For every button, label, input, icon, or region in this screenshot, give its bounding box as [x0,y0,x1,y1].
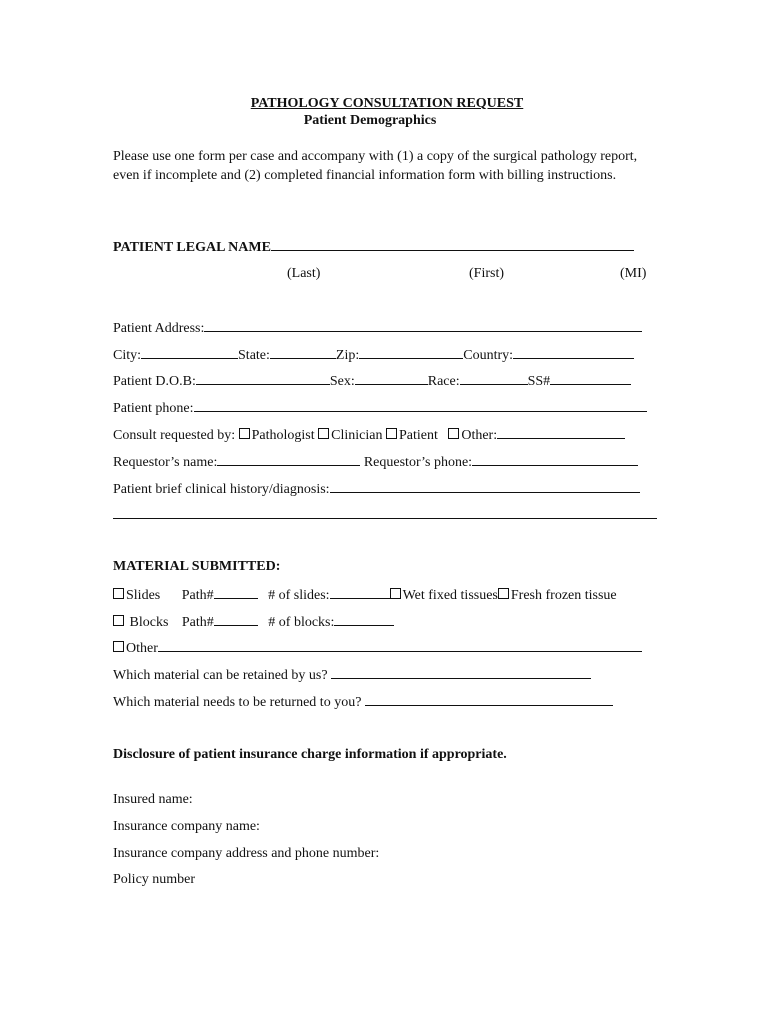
address-row [113,318,642,337]
legal-name-row [113,237,634,256]
phone-label: Patient phone: [113,401,194,416]
returned-row [113,692,613,711]
patient-label: Patient [398,428,438,443]
fresh-frozen-checkbox[interactable] [498,588,509,599]
sex-label: Sex: [329,374,355,389]
ss-label: SS# [527,374,551,389]
form-subtitle: Patient Demographics [303,113,437,128]
phone-row [113,398,647,417]
wet-fixed-label: Wet fixed tissues [402,588,498,603]
requestor-name-field[interactable] [217,452,360,466]
consult-label: Consult requested by: [113,428,236,443]
dob-field[interactable] [196,371,330,385]
material-heading: MATERIAL SUBMITTED: [113,559,281,574]
policy-number-label: Policy number [113,872,196,887]
intro-text: Please use one form per case and accompany with (1) a copy of the surgical pathology report, even if incomplete and (2) completed financial information form with billing instructions. [113,149,638,183]
insurance-heading: Disclosure of patient insurance charge information if appropriate. [113,747,507,762]
history-field-2[interactable] [113,505,657,519]
ss-field[interactable] [550,371,631,385]
slides-row [113,585,617,604]
dob-label: Patient D.O.B: [113,374,196,389]
fresh-frozen-label: Fresh frozen tissue [510,588,617,603]
consult-row [113,425,625,444]
insurance-company-label: Insurance company name: [113,819,260,834]
history-field[interactable] [330,479,640,493]
blocks-row [113,612,394,631]
sex-field[interactable] [355,371,428,385]
history-row [113,479,640,498]
slides-path-field[interactable] [214,585,258,599]
retained-label: Which material can be retained by us? [113,668,328,683]
mi-label: (MI) [620,266,647,281]
race-label: Race: [427,374,460,389]
last-label: (Last) [287,266,321,281]
returned-field[interactable] [365,692,613,706]
num-slides-label: # of slides: [268,588,330,603]
phone-field[interactable] [194,398,647,412]
history-row-2 [113,505,657,524]
returned-label: Which material needs to be returned to you? [113,695,362,710]
requestor-phone-label: Requestor’s phone: [363,455,473,470]
requestor-row [113,452,638,471]
retained-field[interactable] [331,665,591,679]
blocks-label: Blocks [129,615,169,630]
legal-name-label: PATIENT LEGAL NAME [113,240,271,255]
other-consult-field[interactable] [497,425,625,439]
other-material-field[interactable] [158,638,642,652]
insurance-address-label: Insurance company address and phone number: [113,846,380,861]
requestor-name-label: Requestor’s name: [113,455,218,470]
form-title: PATHOLOGY CONSULTATION REQUEST [250,96,524,111]
other-material-label: Other [126,641,158,656]
address-label: Patient Address: [113,321,205,336]
history-label: Patient brief clinical history/diagnosis: [113,482,330,497]
address-field[interactable] [204,318,642,332]
legal-name-field[interactable] [271,237,634,251]
zip-field[interactable] [359,345,463,359]
dob-row [113,371,631,390]
num-blocks-field[interactable] [334,612,394,626]
blocks-checkbox[interactable] [113,615,124,626]
other-material-checkbox[interactable] [113,641,124,652]
race-field[interactable] [460,371,528,385]
city-label: City: [113,348,142,363]
requestor-phone-field[interactable] [472,452,638,466]
num-blocks-label: # of blocks: [268,615,335,630]
zip-label: Zip: [335,348,360,363]
other-consult-checkbox[interactable] [448,428,459,439]
city-field[interactable] [141,345,238,359]
slides-checkbox[interactable] [113,588,124,599]
state-label: State: [238,348,270,363]
country-field[interactable] [513,345,634,359]
other-consult-label: Other: [461,428,498,443]
wet-fixed-checkbox[interactable] [390,588,401,599]
slides-label: Slides [126,588,161,603]
patient-checkbox[interactable] [386,428,397,439]
first-label: (First) [469,266,504,281]
clinician-label: Clinician [331,428,383,443]
retained-row [113,665,591,684]
pathologist-label: Pathologist [251,428,315,443]
insured-name-label: Insured name: [113,792,193,807]
slides-path-label: Path# [181,588,214,603]
pathologist-checkbox[interactable] [239,428,250,439]
city-row [113,345,634,364]
state-field[interactable] [270,345,336,359]
num-slides-field[interactable] [330,585,390,599]
blocks-path-label: Path# [181,615,214,630]
country-label: Country: [463,348,514,363]
clinician-checkbox[interactable] [318,428,329,439]
other-material-row [113,638,642,657]
blocks-path-field[interactable] [214,612,258,626]
